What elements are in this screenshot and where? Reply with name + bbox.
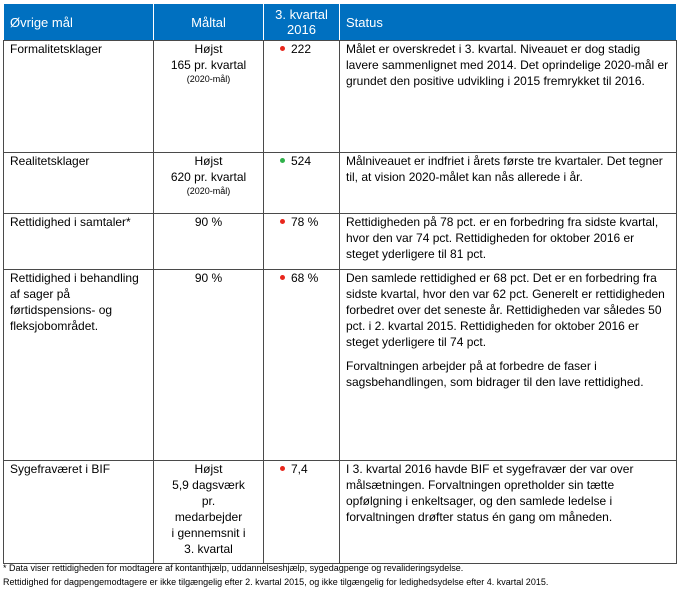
target-cell [154,214,264,270]
target-note: (2020-mål) [186,186,231,196]
header-status: Status [340,4,677,41]
footnote-1: * Data viser rettidigheden for modtagere af kontanthjælp, uddannelseshjælp, sygedagpenge og revalideringsydelse. [3,563,464,573]
target-line: 620 pr. kvartal [170,170,247,184]
status-paragraph: Den samlede rettidighed er 68 pct. Det er en forbedring fra sidste kvartal, hvor den var 62 pct. Generelt er rettidigheden forbedret over det seneste år. Rettidigheden var således 50 pct. i 2. kvartal 2015. Rettidigheden for oktober 2016 er steget yderligere til 74 pct. [346,271,665,349]
target-cell [154,461,264,564]
header-goal: Øvrige mål [4,4,154,41]
status-cell [340,270,677,461]
target-line: 3. kvartal [184,542,233,556]
q3-value: 222 [291,42,312,56]
status-cell [340,41,677,153]
q3-value: 7,4 [291,462,308,476]
q3-value-cell [264,153,340,214]
q3-value: 524 [291,154,312,168]
table-row [4,461,677,564]
q3-value-cell [264,270,340,461]
status-paragraph: Målniveauet er indfriet i årets første tre kvartaler. Det tegner til, at vision 2020-målet kan nås allerede i år. [346,154,663,184]
table-row [4,41,677,153]
target-line: Højst [194,42,223,56]
goal-cell: Rettidighed i behandling af sager på førtidspensions- og fleksjobområdet. [4,270,154,461]
footnote-2: Rettidighed for dagpengemodtagere er ikke tilgængelig efter 2. kvartal 2015, og ikke tilgængelig for ledighedsydelse efter 4. kvartal 2015. [3,577,549,587]
table-row [4,214,677,270]
target-line: Højst [194,462,223,476]
status-dot-icon [280,46,285,51]
q3-value-cell [264,41,340,153]
goal-cell: Formalitetsklager [4,41,154,153]
goal-cell: Sygefraværet i BIF [4,461,154,564]
status-paragraph: Rettidigheden på 78 pct. er en forbedring fra sidste kvartal, hvor den var 74 pct. Rettidigheden for oktober 2016 er steget yderligere til 81 pct. [346,215,659,261]
goal-cell: Realitetsklager [4,153,154,214]
status-cell [340,461,677,564]
q3-value-cell [264,214,340,270]
status-paragraph: I 3. kvartal 2016 havde BIF et sygefravær der var over målsætningen. Forvaltningen opretholder sin tætte opfølgning i enkeltsager, og den samlede ledelse i forvaltningen drøfter status én gang om måneden. [346,462,634,524]
target-line: 90 % [194,215,223,229]
status-dot-icon [280,275,285,280]
status-dot-icon [280,466,285,471]
target-line: medarbejder [174,510,243,524]
header-row [4,4,677,41]
status-cell [340,214,677,270]
target-line: 165 pr. kvartal [170,58,247,72]
goals-table [3,3,677,564]
q3-value: 68 % [291,271,319,285]
table-row [4,153,677,214]
q3-value: 78 % [291,215,319,229]
status-cell [340,153,677,214]
target-cell [154,41,264,153]
footnotes [3,561,679,589]
q3-value-cell [264,461,340,564]
target-cell [154,270,264,461]
header-target: Måltal [154,4,264,41]
header-q3-2016: 3. kvartal 2016 [264,4,340,41]
target-line: Højst [194,154,223,168]
target-line: 5,9 dagsværk [172,478,245,492]
target-cell [154,153,264,214]
goal-cell: Rettidighed i samtaler* [4,214,154,270]
status-paragraph: Målet er overskredet i 3. kvartal. Niveauet er dog stadig lavere sammenlignet med 2014. Det oprindelige 2020-mål er grundet den positive udvikling i 2015 fremrykket til 2016. [346,42,669,88]
target-line: pr. [201,494,216,508]
status-paragraph: Forvaltningen arbejder på at forbedre de faser i sagsbehandlingen, som bidrager til den lave rettidighed. [346,359,644,389]
target-line: 90 % [194,271,223,285]
target-note: (2020-mål) [186,74,231,84]
table-row [4,270,677,461]
status-dot-icon [280,219,285,224]
target-line: i gennemsnit i [171,526,246,540]
status-dot-icon [280,158,285,163]
